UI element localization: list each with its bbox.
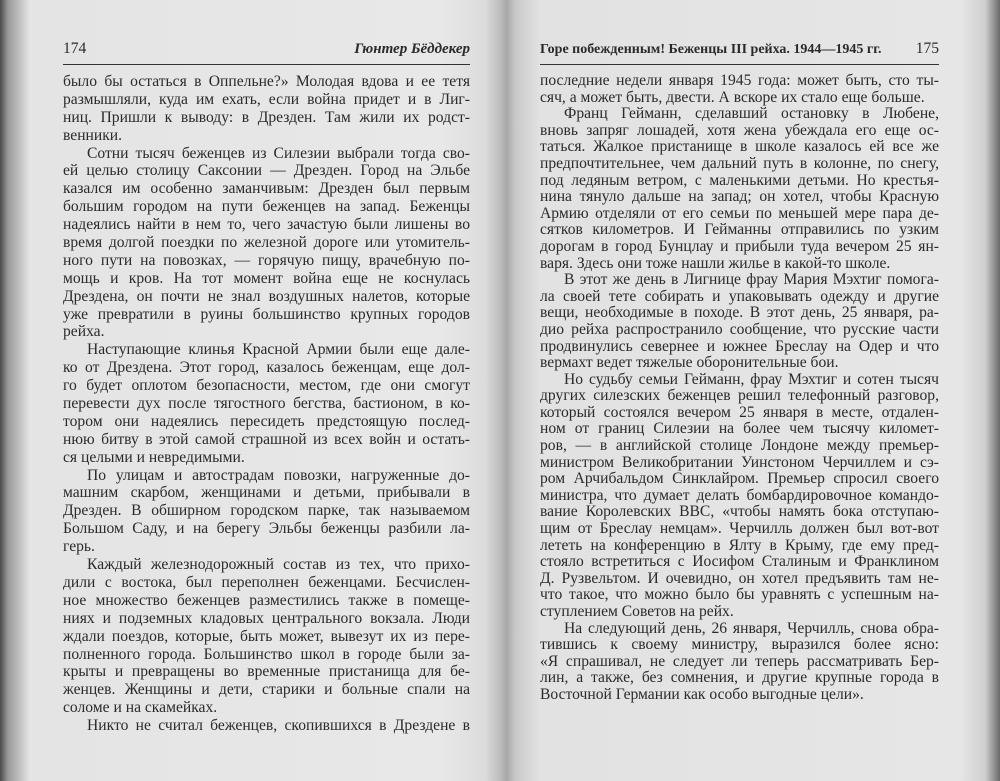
- text-line: казался им особенно заманчивым: Дрезден был первым: [63, 180, 470, 198]
- text-line: министром Великобритании Уинстоном Черчиллем и сэ-: [540, 454, 939, 471]
- text-line: ров, — в английской столице Лондоне между премьер-: [540, 438, 939, 455]
- text-line: В этот же день в Лигнице фрау Мария Мэхтиг помога-: [564, 272, 939, 289]
- text-line: было бы остаться в Оппельне?» Молодая вдова и ее тетя: [63, 73, 470, 90]
- text-line: перевести дух после тягостного бегства, бастионом, в ко-: [63, 395, 470, 413]
- text-line: ниц. Пришли к выводу: в Дрезден. Там жили их родст-: [63, 108, 470, 126]
- text-line: продвинулись севернее и южнее Бреслау на Одер и что: [540, 338, 939, 355]
- text-line: время долгой поездки по железной дороге или утомитель-: [63, 234, 470, 252]
- text-line: Но судьбу семьи Гейманн, фрау Мэхтиг и сотен тысяч: [564, 371, 939, 388]
- text-line: таться. Жалкое пристанище в школе казалось ей все же: [540, 139, 939, 156]
- text-line: министра, что думает делать бомбардировочное командо-: [540, 487, 939, 504]
- text-line: го будет оплотом безопасности, местом, где они смогут: [63, 377, 470, 395]
- text-line: Армию отделяли от его семьи по меньшей мере пара де-: [540, 205, 939, 222]
- text-line: который состоялся вечером 25 января в месте, отдален-: [540, 404, 939, 421]
- text-line: соломе и на скамейках.: [63, 699, 218, 717]
- text-line: нина тянуло дальше на запад; он хотел, чтобы Красную: [540, 189, 939, 206]
- text-line: лететь на конференцию в Ялту в Крыму, где ему пред-: [540, 537, 939, 554]
- text-line: ниях и подземных кладовых центрального вокзала. Люди: [63, 609, 470, 627]
- text-line: полненного города. Большинство школ в городе были за-: [63, 645, 470, 663]
- text-line: ся целыми и невредимыми.: [63, 448, 245, 466]
- left-page: [63, 40, 470, 735]
- text-line: вание Королевских ВВС, «чтобы намять бока отступаю-: [540, 504, 939, 521]
- text-line: дили с востока, был переполнен беженцами. Бесчислен-: [63, 573, 470, 591]
- text-line: лин, а также, без сомнения, и другие крупные города в: [540, 670, 939, 687]
- left-page-header: [63, 40, 470, 65]
- text-line: нюю битву в этой самой страшной из всех войн и остать-: [63, 430, 470, 448]
- text-line: Дрездена, он почти не знал воздушных налетов, которые: [63, 287, 470, 305]
- text-line: Каждый железнодорожный состав из тех, что прихо-: [87, 556, 470, 574]
- text-line: рейха.: [63, 323, 105, 341]
- text-line: надеялись найти в нем то, чего зачастую были лишены во: [63, 216, 470, 234]
- text-line: предпочтительнее, чем дальний путь в колонне, по снегу,: [540, 155, 939, 172]
- text-line: вновь запряг лошадей, хотя жена убеждала его еще ос-: [540, 122, 939, 139]
- text-line: Восточной Германии как особо выгодные цели».: [540, 686, 864, 703]
- left-page-text: [63, 73, 470, 735]
- text-line: тившись к своему министру, выразился более ясно:: [540, 637, 939, 654]
- text-line: Дрезден. В обширном городском парке, так называемом: [63, 502, 470, 520]
- text-line: вермахт ведет тяжелые оборонительные бои.: [540, 355, 839, 372]
- text-line: машним скарбом, женщинами и детьми, прибывали в: [63, 484, 470, 502]
- text-line: Наступающие клинья Красной Армии были еще дале-: [87, 341, 470, 359]
- page-number: 175: [915, 40, 939, 57]
- text-line: По улицам и автострадам повозки, нагруженные до-: [87, 466, 470, 484]
- text-line: Д. Рузвельтом. И очевидно, он хотел предъявить там не-: [540, 570, 939, 587]
- text-line: ко от Дрездена. Этот город, казалось беженцам, еще дол-: [63, 359, 470, 377]
- text-line: последние недели января 1945 года: может быть, сто ты-: [540, 73, 939, 89]
- text-line: венники.: [63, 126, 123, 144]
- text-line: Большом Саду, и на берегу Эльбы беженцы разбили ла-: [63, 520, 470, 538]
- text-line: других силезских беженцев решил телефонный разговор,: [540, 388, 939, 405]
- text-line: сяч, а может быть, двести. А вскоре их стало еще больше.: [540, 89, 925, 106]
- text-line: мощь и кров. На тот момент война еще не коснулась: [63, 269, 470, 287]
- text-line: ном от границ Силезии на более чем тысячу километ-: [540, 421, 939, 438]
- text-line: дио рейха распространило сообщение, что русские части: [540, 321, 939, 338]
- text-line: варя. Здесь они тоже нашли жилье в какой-то школе.: [540, 255, 891, 272]
- text-line: Никто не считал беженцев, скопившихся в Дрездене в: [87, 717, 470, 735]
- text-line: сятков километров. И Гейманны отправились по узким: [540, 222, 939, 239]
- right-page-header: [540, 40, 939, 65]
- text-line: ступлением Советов на рейх.: [540, 604, 734, 620]
- text-line: ла своей тете собирать и упаковывать одежду и другие: [540, 288, 939, 305]
- text-line: На следующий день, 26 января, Черчилль, снова обра-: [564, 620, 939, 637]
- text-line: «Я спрашивал, не следует ли теперь рассматривать Бер-: [540, 653, 939, 670]
- text-line: Сотни тысяч беженцев из Силезии выбрали тогда сво-: [87, 144, 470, 162]
- text-line: дорогам в город Бунцлау и прибыли туда вечером 25 ян-: [540, 238, 939, 255]
- text-line: уже превратили в руины большинство крупных городов: [63, 305, 470, 323]
- text-line: ей целью столицу Саксонии — Дрезден. Город на Эльбе: [63, 162, 470, 180]
- running-head-title: Горе побежденным! Беженцы III рейха. 1944—1945 гг.: [540, 42, 882, 57]
- text-line: ждали поездов, которые, быть может, вывезут их из пере-: [63, 627, 470, 645]
- right-page: [540, 40, 939, 704]
- text-line: щим от Бреслау немцам». Черчилль должен был вот-вот: [540, 521, 939, 538]
- text-line: женцев. Женщины и дети, старики и больные спали на: [63, 681, 470, 699]
- page-number: 174: [63, 40, 87, 57]
- text-line: размышляли, куда им ехать, если война придет и в Лиг-: [63, 90, 470, 108]
- text-line: ром Арчибальдом Синклайром. Премьер спросил своего: [540, 471, 939, 488]
- text-line: стояло встретиться с Иосифом Сталиным и Франклином: [540, 554, 939, 571]
- text-line: ное множество беженцев разместились также в помеще-: [63, 591, 470, 609]
- text-line: Франц Гейманн, сделавший остановку в Любене,: [564, 106, 939, 123]
- text-line: тором они надеялись пересидеть предстоящую послед-: [63, 412, 470, 430]
- running-head-author: Гюнтер Бёддекер: [354, 41, 470, 57]
- text-line: герь.: [63, 538, 95, 556]
- right-page-text: [540, 73, 939, 704]
- text-line: под ледяным ветром, с маленькими детьми. Но крестья-: [540, 172, 939, 189]
- text-line: крыты и превращены во временные пристанища для бе-: [63, 663, 470, 681]
- text-line: большим городом на пути беженцев на запад. Беженцы: [63, 198, 470, 216]
- text-line: что такое, что можно было бы уравнять с успешным на-: [540, 587, 939, 604]
- text-line: вещи, необходимые в походе. В этот день, 25 января, ра-: [540, 305, 939, 322]
- text-line: ного пути на повозках, — горячую пищу, врачебную по-: [63, 251, 470, 269]
